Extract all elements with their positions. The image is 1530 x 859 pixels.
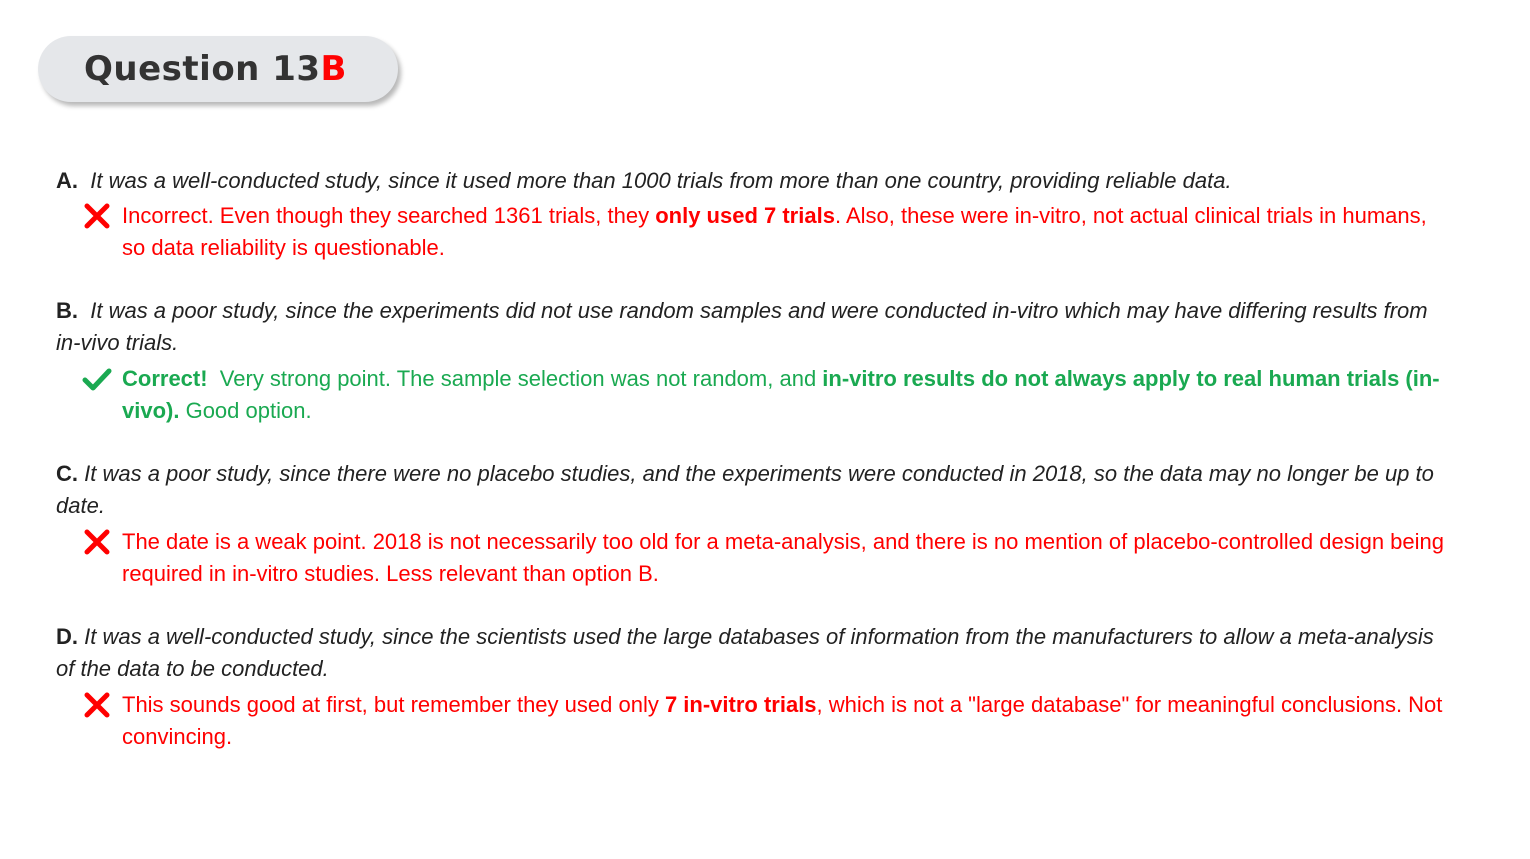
option-letter: B.	[56, 298, 78, 323]
option-c	[56, 458, 1456, 522]
feedback-c	[82, 526, 1452, 590]
option-a	[56, 165, 1456, 197]
feedback-emphasis: in-vitro results do not always apply to real human trials (in-vivo).	[122, 366, 1440, 423]
feedback-d	[82, 689, 1452, 753]
feedback-emphasis: 7 in-vitro trials	[664, 692, 817, 717]
question-title-variant: B	[320, 49, 347, 89]
option-b	[56, 295, 1456, 359]
feedback-b	[82, 363, 1452, 427]
option-text: It was a poor study, since there were no placebo studies, and the experiments were conducted in 2018, so the data may no longer be up to date.	[56, 461, 1434, 518]
question-title-number: Question 13	[84, 49, 321, 89]
feedback-text: , which is not a "large database" for meaningful conclusions. Not convincing.	[122, 692, 1443, 749]
question-title	[84, 49, 347, 89]
check-icon	[82, 364, 112, 394]
option-letter: C.	[56, 461, 78, 486]
option-letter: A.	[56, 168, 78, 193]
option-d	[56, 621, 1456, 685]
feedback-a	[82, 200, 1452, 264]
option-text: It was a well-conducted study, since it used more than 1000 trials from more than one country, providing reliable data.	[90, 168, 1232, 193]
option-letter: D.	[56, 624, 78, 649]
feedback-text: Good option.	[179, 398, 312, 423]
feedback-text: . Also, these were in-vitro, not actual clinical trials in humans, so data reliability is questionable.	[122, 203, 1427, 260]
feedback-text: Incorrect. Even though they searched 1361 trials, they	[122, 203, 656, 228]
feedback-text: The date is a weak point. 2018 is not necessarily too old for a meta-analysis, and there is no mention of placebo-controlled design being required in in-vitro studies. Less relevant than option B.	[122, 529, 1445, 586]
feedback-verdict: Correct!	[122, 366, 208, 391]
feedback-emphasis: only used 7 trials	[655, 203, 835, 228]
feedback-text: Very strong point. The sample selection was not random, and	[207, 366, 823, 391]
cross-icon	[82, 527, 112, 557]
option-text: It was a well-conducted study, since the scientists used the large databases of information from the manufacturers to allow a meta-analysis of the data to be conducted.	[56, 624, 1434, 681]
question-title-pill	[38, 36, 398, 102]
option-text: It was a poor study, since the experiments did not use random samples and were conducted in-vitro which may have differing results from in-vivo trials.	[56, 298, 1428, 355]
cross-icon	[82, 201, 112, 231]
feedback-text: This sounds good at first, but remember they used only	[122, 692, 665, 717]
cross-icon	[82, 690, 112, 720]
